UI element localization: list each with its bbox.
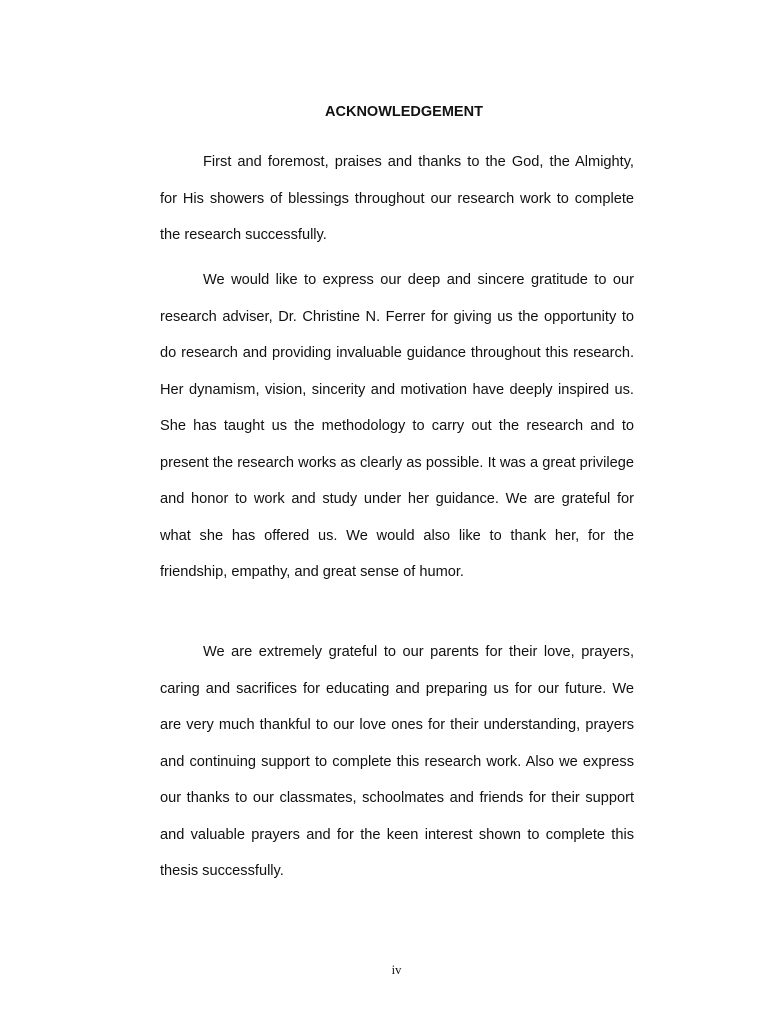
page-number: iv	[391, 963, 402, 977]
paragraph-parents: We are extremely grateful to our parents for their love, prayers, caring and sacrifices for educating and preparing us for our future. We are very much thankful to our love ones for their understanding, prayers and continuing support to complete this research work. Also we express our thanks to our classmates, schoolmates and friends for their support and valuable prayers and for the keen interest shown to complete this thesis successfully.	[160, 644, 634, 879]
paragraph-adviser: We would like to express our deep and sincere gratitude to our research adviser, Dr. Christine N. Ferrer for giving us the opportunity to do research and providing invaluable guidance throughout this research. Her dynamism, vision, sincerity and motivation have deeply inspired us. She has taught us the methodology to carry out the research and to present the research works as clearly as possible. It was a great privilege and honor to work and study under her guidance. We are grateful for what she has offered us. We would also like to thank her, for the friendship, empathy, and great sense of humor.	[160, 272, 634, 580]
paragraph-god: First and foremost, praises and thanks to the God, the Almighty, for His showers of blessings throughout our research work to complete the research successfully.	[160, 154, 634, 243]
page-title: ACKNOWLEDGEMENT	[325, 104, 483, 120]
